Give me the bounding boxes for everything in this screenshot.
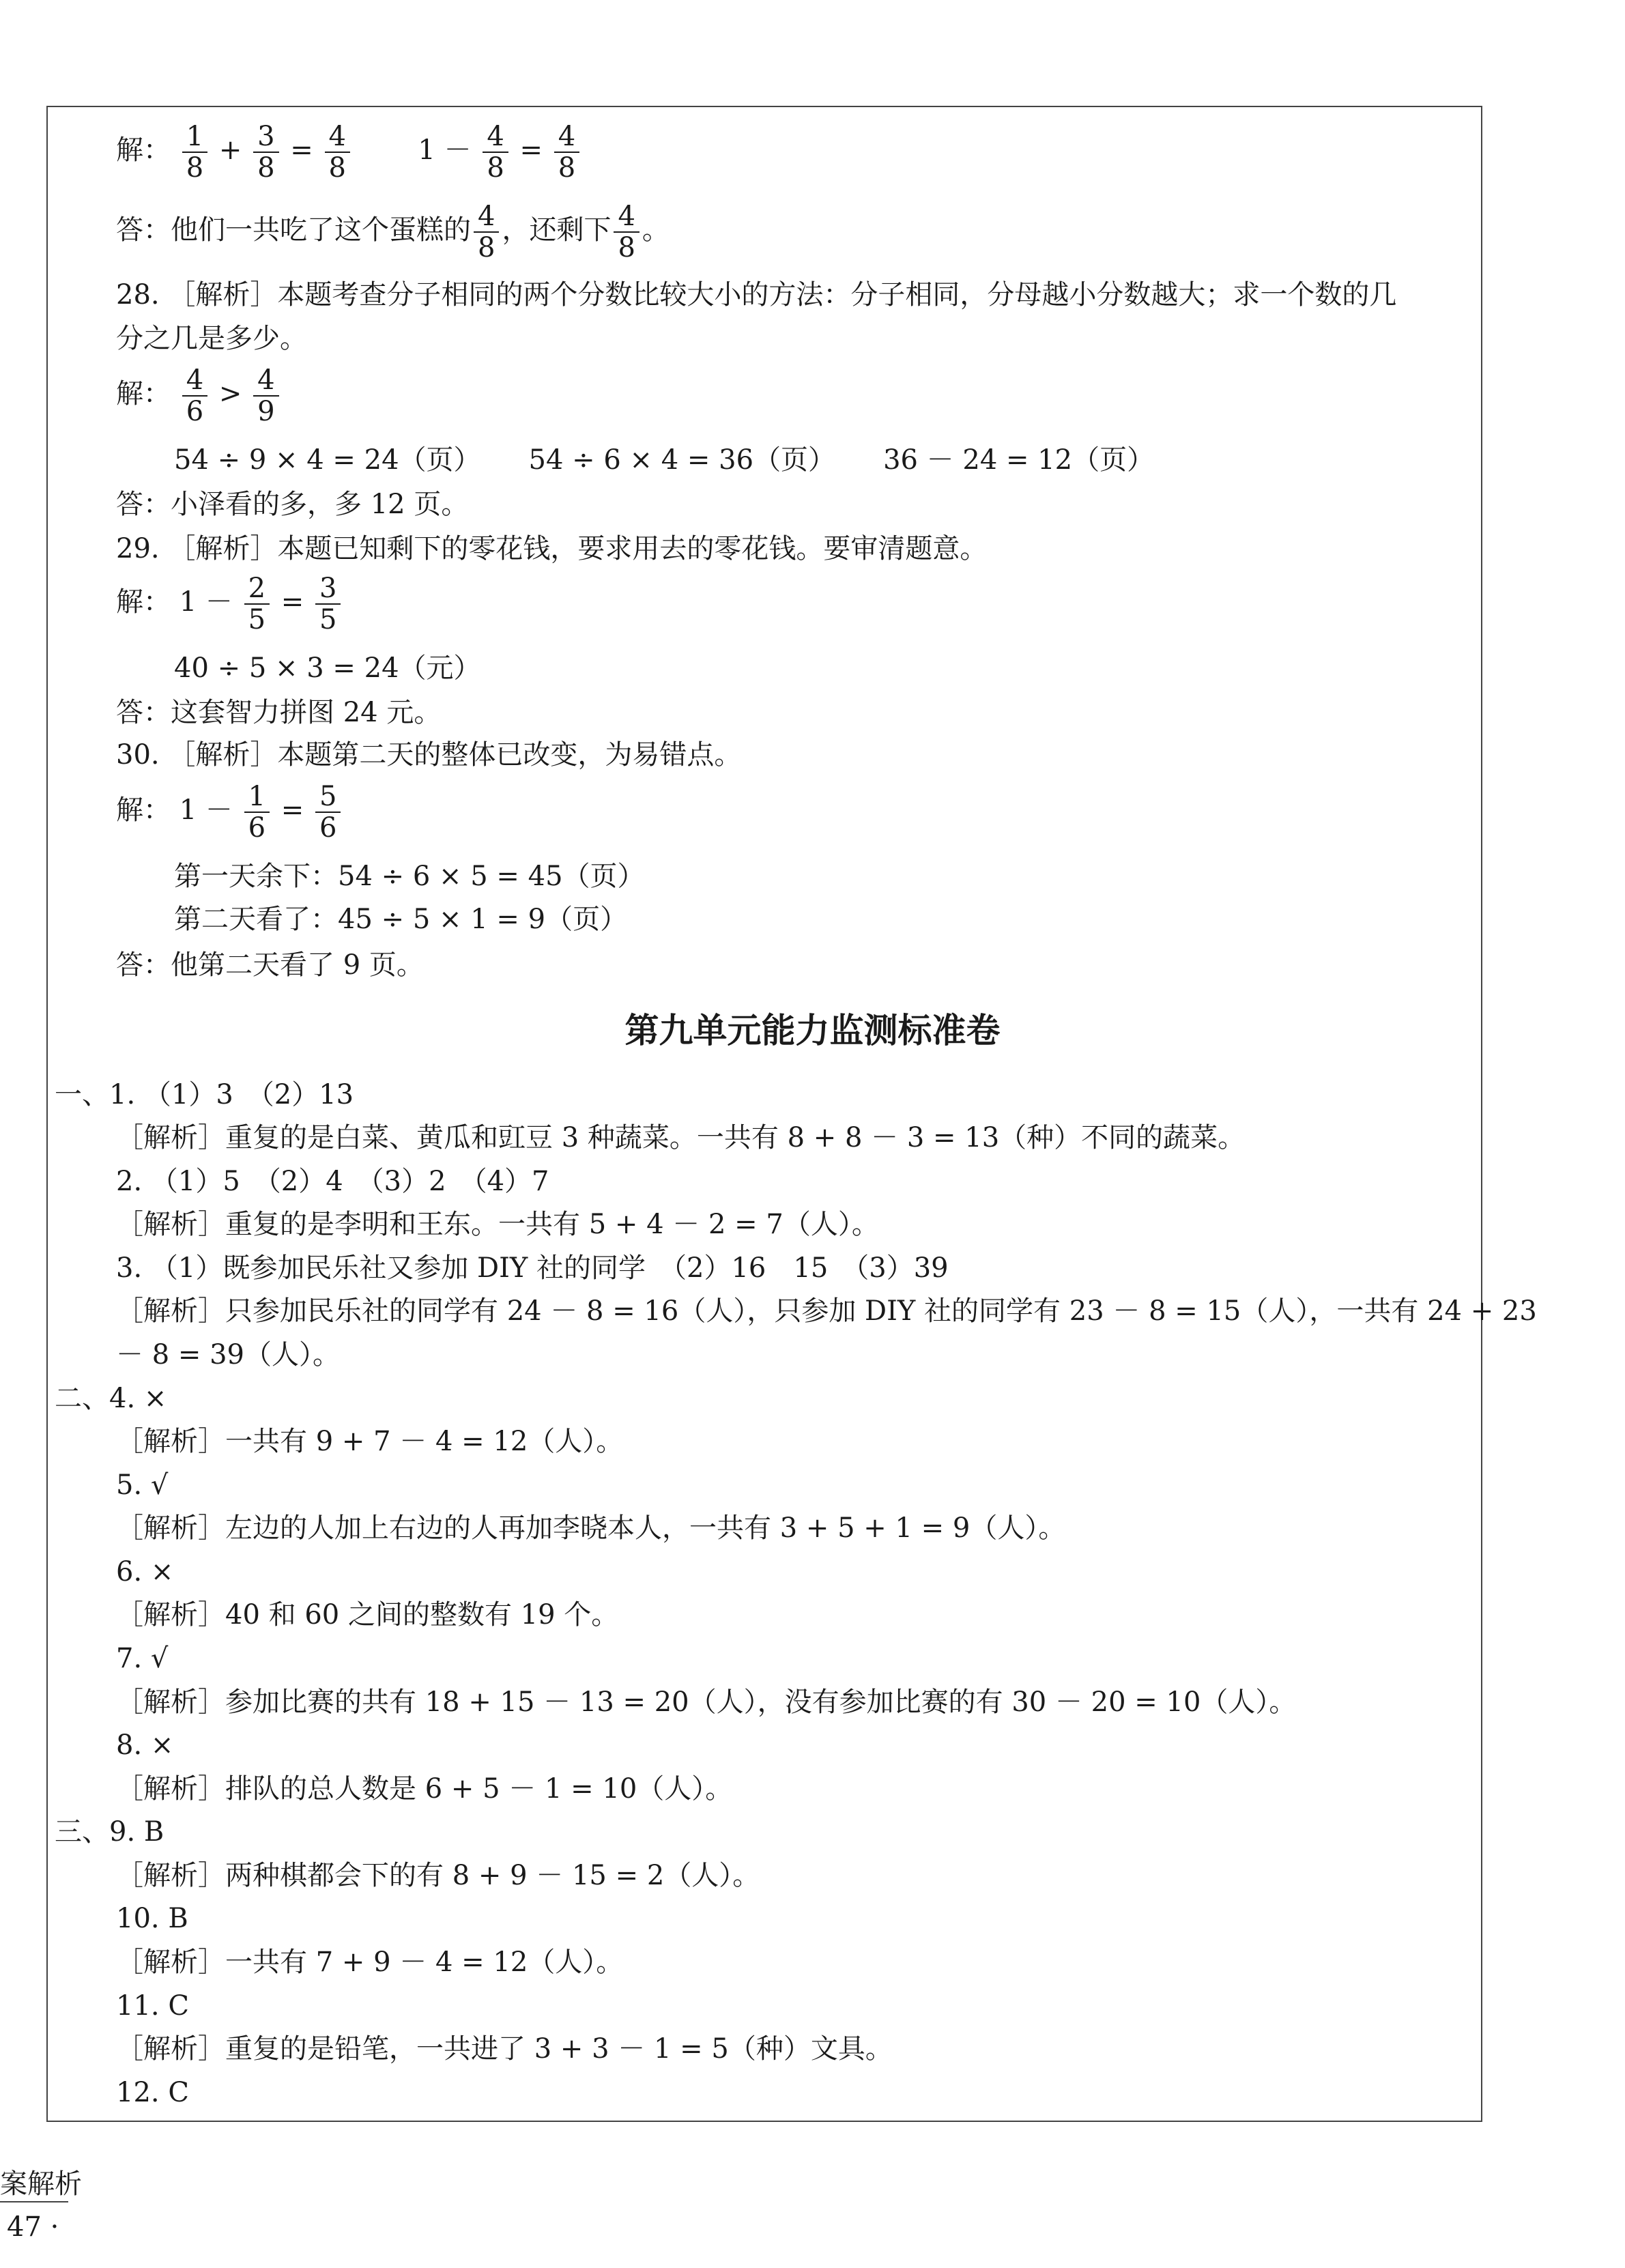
page-number: 47 · [7,2211,59,2243]
answer-line: 答：他们一共吃了这个蛋糕的 $\frac{4}{8}$ ，还剩下 $\frac{4}{8}$ 。 [116,201,670,263]
answer-item: 3. （1）既参加民乐社又参加 DIY 社的同学 （2）16 15 （3）39 [116,1252,949,1284]
answer-item: 5. √ [116,1469,169,1501]
calc-line: 54 ÷ 9 × 4 = 24（页） 54 ÷ 6 × 4 = 36（页） 36 － 24 = 12（页） [174,444,1155,476]
answer-item: 10. B [116,1903,188,1934]
fraction: $\frac{1}{8}$ [182,121,207,183]
solution-line: 解： $\frac{4}{6}$ > $\frac{4}{9}$ [116,365,282,427]
section-title: 第九单元能力监测标准卷 [624,1011,1001,1050]
fraction: $\frac{3}{8}$ [253,121,278,183]
solution-line: 解： 1 － $\frac{2}{5}$ = $\frac{3}{5}$ [116,573,343,635]
answer-item: 三、9. B [55,1816,164,1848]
analysis-line: 29. ［解析］本题已知剩下的零花钱，要求用去的零花钱。要审清题意。 [116,533,988,564]
fraction: $\frac{4}{8}$ [483,121,508,183]
analysis-line: － 8 = 39（人）。 [116,1339,341,1370]
analysis-line: 30. ［解析］本题第二天的整体已改变，为易错点。 [116,739,742,771]
answer-item: 12. C [116,2077,189,2108]
analysis-line: ［解析］重复的是李明和王东。一共有 5 + 4 － 2 = 7（人）。 [116,1209,879,1240]
analysis-line: ［解析］只参加民乐社的同学有 24 － 8 = 16（人），只参加 DIY 社的同学有 23 － 8 = 15（人），一共有 24 + 23 [116,1295,1537,1327]
calc-line: 第一天余下：54 ÷ 6 × 5 = 45（页） [174,861,645,892]
analysis-line: ［解析］一共有 7 + 9 － 4 = 12（人）。 [116,1947,624,1978]
fraction: $\frac{1}{6}$ [244,781,270,843]
fraction: $\frac{5}{6}$ [315,781,341,843]
analysis-line: ［解析］两种棋都会下的有 8 + 9 － 15 = 2（人）。 [116,1860,760,1891]
footer-label: 案解析 [0,2168,82,2200]
analysis-line: ［解析］排队的总人数是 6 + 5 － 1 = 10（人）。 [116,1773,733,1805]
fraction: $\frac{4}{8}$ [554,121,579,183]
answer-item: 8. × [116,1729,174,1761]
fraction: $\frac{4}{8}$ [474,201,499,263]
analysis-line: ［解析］一共有 9 + 7 － 4 = 12（人）。 [116,1426,624,1457]
fraction: $\frac{2}{5}$ [244,573,270,635]
fraction: $\frac{4}{6}$ [182,365,207,427]
answer-line: 答：小泽看的多，多 12 页。 [116,489,469,520]
calc-line: 第二天看了：45 ÷ 5 × 1 = 9（页） [174,904,628,935]
answer-item: 6. × [116,1556,174,1588]
analysis-line: ［解析］40 和 60 之间的整数有 19 个。 [116,1599,619,1631]
answer-line: 答：这套智力拼图 24 元。 [116,697,442,728]
answer-item: 2. （1）5 （2）4 （3）2 （4）7 [116,1166,549,1197]
analysis-line: ［解析］参加比赛的共有 18 + 15 － 13 = 20（人），没有参加比赛的有 30 － 20 = 10（人）。 [116,1686,1297,1718]
fraction: $\frac{4}{8}$ [325,121,350,183]
analysis-line: 分之几是多少。 [116,323,307,354]
answer-line: 答：他第二天看了 9 页。 [116,949,424,981]
fraction: $\frac{4}{9}$ [253,365,278,427]
answer-item: 一、1. （1）3 （2）13 [55,1079,354,1110]
analysis-line: 28. ［解析］本题考查分子相同的两个分数比较大小的方法：分子相同，分母越小分数越大；求一个数的几 [116,279,1397,311]
fraction: $\frac{4}{8}$ [614,201,639,263]
analysis-line: ［解析］重复的是白菜、黄瓜和豇豆 3 种蔬菜。一共有 8 + 8 － 3 = 13（种）不同的蔬菜。 [116,1122,1246,1153]
analysis-line: ［解析］左边的人加上右边的人再加李晓本人，一共有 3 + 5 + 1 = 9（人）。 [116,1512,1066,1544]
answer-item: 7. √ [116,1643,169,1674]
answer-item: 11. C [116,1990,189,2022]
answer-item: 二、4. × [55,1383,167,1414]
analysis-line: ［解析］重复的是铅笔，一共进了 3 + 3 － 1 = 5（种）文具。 [116,2033,893,2065]
footer-rule [0,2201,68,2202]
calc-line: 40 ÷ 5 × 3 = 24（元） [174,652,481,684]
fraction: $\frac{3}{5}$ [315,573,341,635]
solution-line: 解： 1 － $\frac{1}{6}$ = $\frac{5}{6}$ [116,781,343,843]
solution-line: 解： $\frac{1}{8}$ + $\frac{3}{8}$ = $\frac{4}{8}$ 1 － $\frac{4}{8}$ = $\frac{4}{8}$ [116,121,582,183]
